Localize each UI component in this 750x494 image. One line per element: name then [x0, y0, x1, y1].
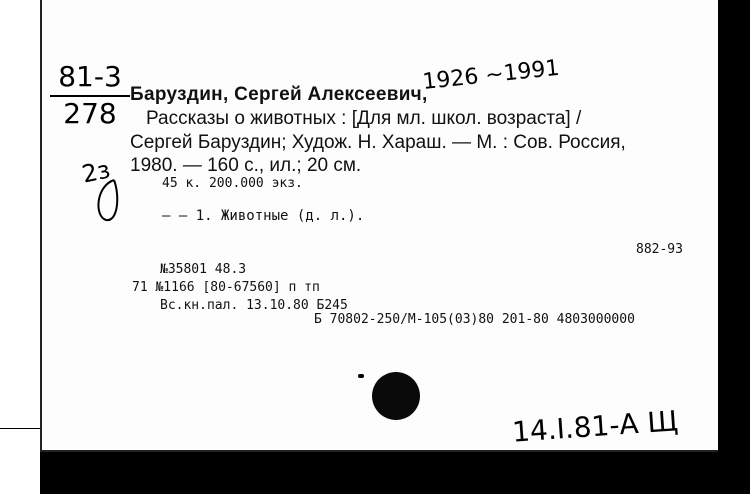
punch-hole — [372, 372, 420, 420]
scan-stray-line — [0, 428, 40, 429]
call-number-bottom: 278 — [63, 97, 117, 130]
card-text-layer — [42, 0, 720, 452]
scan-bottom-edge — [40, 452, 750, 494]
registry-line-2: 71 №1166 [80-67560] п тп — [132, 280, 320, 295]
handwritten-loop-mark — [92, 176, 122, 224]
card-code: 882-93 — [636, 242, 683, 257]
handwritten-dates: 1926 ~1991 — [421, 55, 561, 95]
registry-line-1: №35801 48.3 — [160, 262, 247, 277]
call-number-top: 81-3 — [50, 60, 130, 97]
scan-left-margin — [0, 0, 40, 494]
handwritten-stamp: 14.I.81-А Щ — [511, 404, 680, 449]
title-line-1: Рассказы о животных : [Для мл. школ. возраста] / — [146, 108, 582, 129]
title-line-3: 1980. — 160 с., ил.; 20 см. — [130, 155, 362, 176]
call-number — [50, 60, 130, 131]
punch-hole-mark — [358, 374, 364, 378]
author-heading: Баруздин, Сергей Алексеевич, — [130, 84, 428, 105]
scan-right-edge — [718, 0, 750, 494]
catalog-card — [40, 0, 718, 452]
margin-handwritten-note: 2з — [79, 155, 113, 189]
price-run: 45 к. 200.000 экз. — [162, 176, 303, 191]
title-line-2: Сергей Баруздин; Худож. Н. Хараш. — М. : Сов. Россия, — [130, 132, 626, 153]
registry-line-4: Б 70802-250/М-105(03)80 201-80 4803000000 — [314, 312, 635, 327]
registry-line-3: Вс.кн.пал. 13.10.80 Б245 — [160, 298, 348, 313]
subject-heading: — — 1. Животные (д. л.). — [162, 208, 365, 224]
